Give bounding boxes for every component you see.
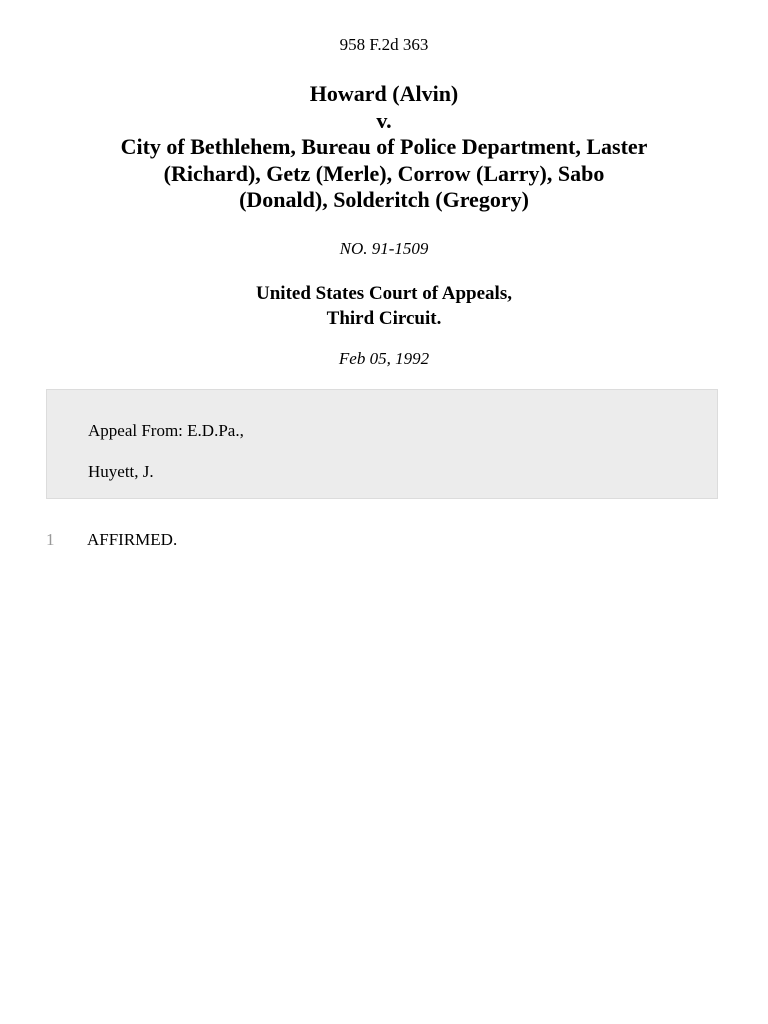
court-name [0, 281, 768, 331]
case-title-line: City of Bethlehem, Bureau of Police Department, Laster [120, 134, 648, 159]
court-name-line: Third Circuit. [326, 308, 442, 329]
docket-number: NO. 91-1509 [339, 239, 429, 258]
court-name-line: United States Court of Appeals, [256, 283, 512, 304]
paragraph-text: AFFIRMED. [87, 530, 178, 549]
paragraph-number: 1 [46, 530, 55, 549]
case-title-line: (Donald), Solderitch (Gregory) [239, 187, 529, 212]
case-info-box [46, 389, 718, 499]
case-citation: 958 F.2d 363 [339, 35, 429, 54]
case-title [40, 81, 728, 214]
case-title-line: (Richard), Getz (Merle), Corrow (Larry), Sabo [163, 160, 605, 186]
case-title-line: Howard (Alvin) [309, 81, 459, 106]
case-title-line: v. [376, 107, 392, 133]
appeal-from-text: Appeal From: E.D.Pa., [88, 421, 244, 440]
decision-date: Feb 05, 1992 [338, 349, 430, 368]
judge-text: Huyett, J. [88, 462, 154, 481]
